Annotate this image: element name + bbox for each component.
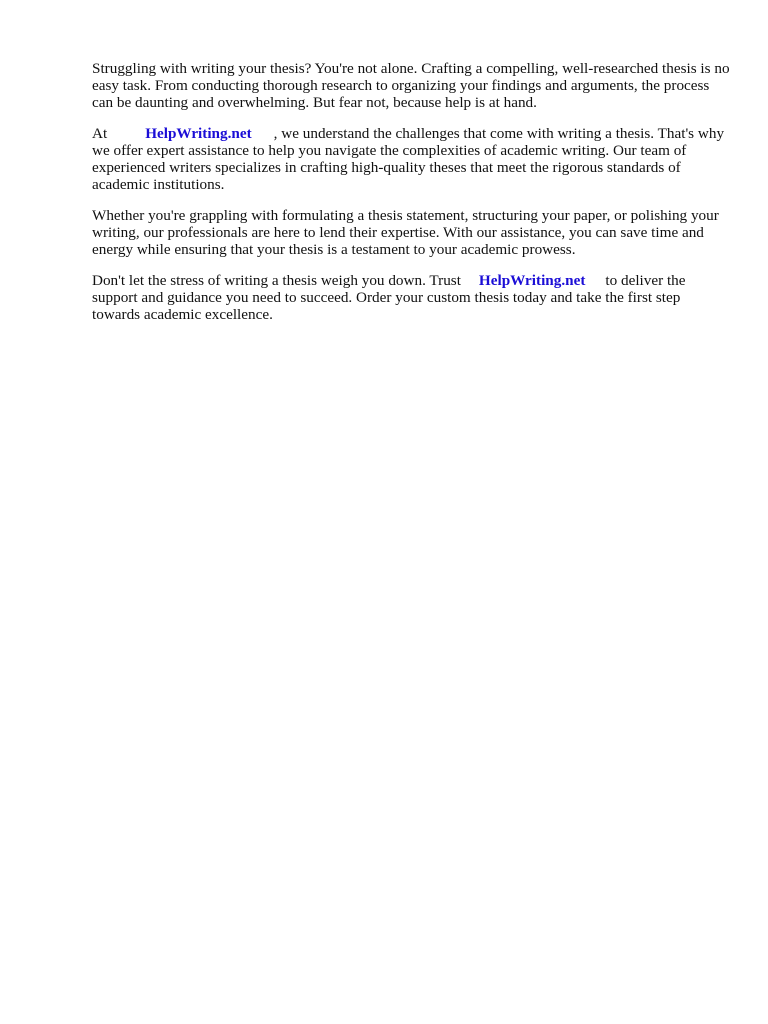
paragraph-intro: Struggling with writing your thesis? You're not alone. Crafting a compelling, well-researched thesis is no easy task. From conducting thorough research to organizing your findings and arguments, the process can be daunting and overwhelming. But fear not, because help is at hand. [92,60,730,111]
paragraph-about [92,125,732,193]
paragraph-closing [92,272,732,323]
helpwriting-link[interactable]: HelpWriting.net [145,125,252,142]
paragraph-closing-lead: Don't let the stress of writing a thesis weigh you down. Trust [92,272,461,289]
paragraph-closing-text: to deliver the support and guidance you need to succeed. Order your custom thesis today and take the first step towards academic excellence. [92,272,686,323]
helpwriting-link-2[interactable]: HelpWriting.net [478,272,586,289]
paragraph-about-lead: At [92,125,108,142]
paragraph-about-text: , we understand the challenges that come with writing a thesis. That's why we offer expert assistance to help you navigate the complexities of academic writing. Our team of experienced writers specializes in crafting high-quality theses that meet the rigorous standards of academic institutions. [92,125,725,193]
document-body [92,60,732,337]
paragraph-services: Whether you're grappling with formulating a thesis statement, structuring your paper, or polishing your writing, our professionals are here to lend their expertise. With our assistance, you can save time and energy while ensuring that your thesis is a testament to your academic prowess. [92,207,719,258]
